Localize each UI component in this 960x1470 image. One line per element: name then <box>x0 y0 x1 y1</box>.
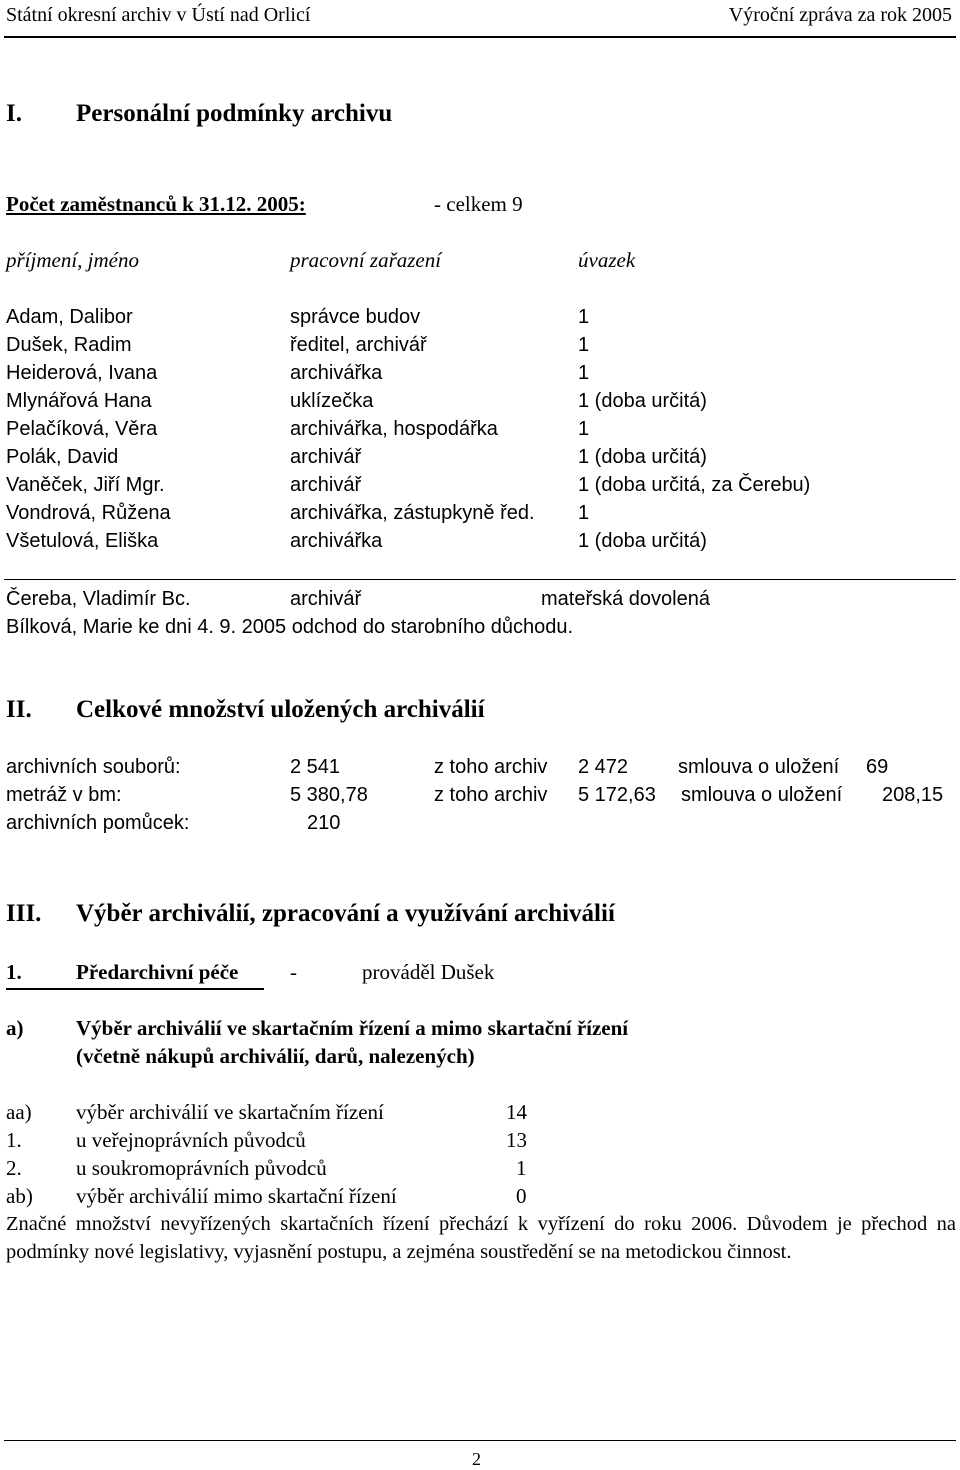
selection-value: 14 <box>506 1100 527 1124</box>
section-3-number: III. <box>6 900 42 927</box>
page-number: 2 <box>472 1449 481 1469</box>
staff-load: 1 (doba určitá, za Čerebu) <box>578 474 811 496</box>
item-a-title-line2: (včetně nákupů archiválií, darů, nalezených) <box>76 1044 475 1068</box>
staff-separator <box>4 579 956 580</box>
extra-staff-status: mateřská dovolená <box>541 588 710 610</box>
retirement-note: Bílková, Marie ke dni 4. 9. 2005 odchod do starobního důchodu. <box>6 616 574 638</box>
extra-staff-name: Čereba, Vladimír Bc. <box>6 588 191 610</box>
section-3-title: Výběr archiválií, zpracování a využívání archiválií <box>76 900 615 927</box>
selection-text: výběr archiválií mimo skartační řízení <box>76 1184 397 1208</box>
section-1-number: I. <box>6 100 22 127</box>
extra-staff-role: archivář <box>290 588 362 610</box>
section-2-title: Celkové množství uložených archiválií <box>76 696 485 723</box>
selection-text: u veřejnoprávních původců <box>76 1128 306 1152</box>
staff-load: 1 (doba určitá) <box>578 530 707 552</box>
holdings-value: 5 380,78 <box>290 784 368 806</box>
footer-divider <box>4 1440 956 1441</box>
column-header-load: úvazek <box>578 248 636 272</box>
staff-role: ředitel, archivář <box>290 334 427 356</box>
employee-count-label: Počet zaměstnanců k 31.12. 2005: <box>6 192 306 216</box>
item-a-title-line1: Výběr archiválií ve skartačním řízení a mimo skartační řízení <box>76 1016 629 1040</box>
staff-load: 1 <box>578 418 590 440</box>
staff-load: 1 <box>578 362 590 384</box>
staff-role: archivářka <box>290 530 383 552</box>
selection-value: 1 <box>516 1156 527 1180</box>
holdings-label: archivních souborů: <box>6 756 181 778</box>
staff-load: 1 (doba určitá) <box>578 446 707 468</box>
selection-value: 13 <box>506 1128 527 1152</box>
column-header-role: pracovní zařazení <box>290 248 442 272</box>
backlog-paragraph: Značné množství nevyřízených skartačních řízení přechází k vyřízení do roku 2006. Důvodem je přechod na podmínky nové legislativy, vyjasnění postupu, a zejména soustředění se na metodickou činnost. <box>6 1213 956 1263</box>
staff-name: Všetulová, Eliška <box>6 530 159 552</box>
staff-role: archivář <box>290 474 362 496</box>
subsection-1-number: 1. <box>6 960 22 984</box>
staff-name: Vondrová, Růžena <box>6 502 171 524</box>
staff-load: 1 (doba určitá) <box>578 390 707 412</box>
holdings-sub-label: z toho archiv <box>434 784 548 806</box>
holdings-contract-label: smlouva o uložení <box>681 784 843 806</box>
selection-text: u soukromoprávních původců <box>76 1156 327 1180</box>
header-right: Výroční zpráva za rok 2005 <box>728 4 952 26</box>
section-1-title: Personální podmínky archivu <box>76 100 393 127</box>
staff-load: 1 <box>578 502 590 524</box>
selection-label: 2. <box>6 1156 22 1180</box>
staff-name: Pelačíková, Věra <box>6 418 158 440</box>
staff-role: uklízečka <box>290 390 374 412</box>
staff-load: 1 <box>578 334 590 356</box>
holdings-contract-label: smlouva o uložení <box>678 756 840 778</box>
selection-text: výběr archiválií ve skartačním řízení <box>76 1100 384 1124</box>
staff-role: archivářka, hospodářka <box>290 418 498 440</box>
staff-load: 1 <box>578 306 590 328</box>
holdings-value: 2 541 <box>290 756 341 778</box>
subsection-1-title: Předarchivní péče <box>76 960 239 984</box>
selection-value: 0 <box>516 1184 527 1208</box>
staff-role: správce budov <box>290 306 421 328</box>
subsection-1-dash: - <box>290 960 297 984</box>
selection-label: 1. <box>6 1128 22 1152</box>
finding-aids-label: archivních pomůcek: <box>6 812 190 834</box>
section-2-number: II. <box>6 696 32 723</box>
header-left: Státní okresní archiv v Ústí nad Orlicí <box>6 4 311 26</box>
staff-name: Vaněček, Jiří Mgr. <box>6 474 165 496</box>
holdings-sub-value: 2 472 <box>578 756 629 778</box>
subsection-1-text: prováděl Dušek <box>362 960 495 984</box>
staff-name: Polák, David <box>6 446 119 468</box>
staff-role: archivář <box>290 446 362 468</box>
staff-name: Adam, Dalibor <box>6 306 133 328</box>
item-a-label: a) <box>6 1016 24 1040</box>
staff-name: Dušek, Radim <box>6 334 132 356</box>
holdings-sub-value: 5 172,63 <box>578 784 656 806</box>
holdings-label: metráž v bm: <box>6 784 122 806</box>
finding-aids-value: 210 <box>307 812 341 834</box>
holdings-contract-value: 69 <box>866 756 889 778</box>
staff-name: Mlynářová Hana <box>6 390 152 412</box>
header-divider <box>4 36 956 38</box>
selection-label: ab) <box>6 1184 33 1208</box>
staff-name: Heiderová, Ivana <box>6 362 158 384</box>
staff-role: archivářka <box>290 362 383 384</box>
column-header-name: příjmení, jméno <box>6 248 139 272</box>
staff-role: archivářka, zástupkyně řed. <box>290 502 535 524</box>
selection-label: aa) <box>6 1100 32 1124</box>
holdings-sub-label: z toho archiv <box>434 756 548 778</box>
holdings-contract-value: 208,15 <box>882 784 944 806</box>
employee-count-value: - celkem 9 <box>434 192 523 216</box>
